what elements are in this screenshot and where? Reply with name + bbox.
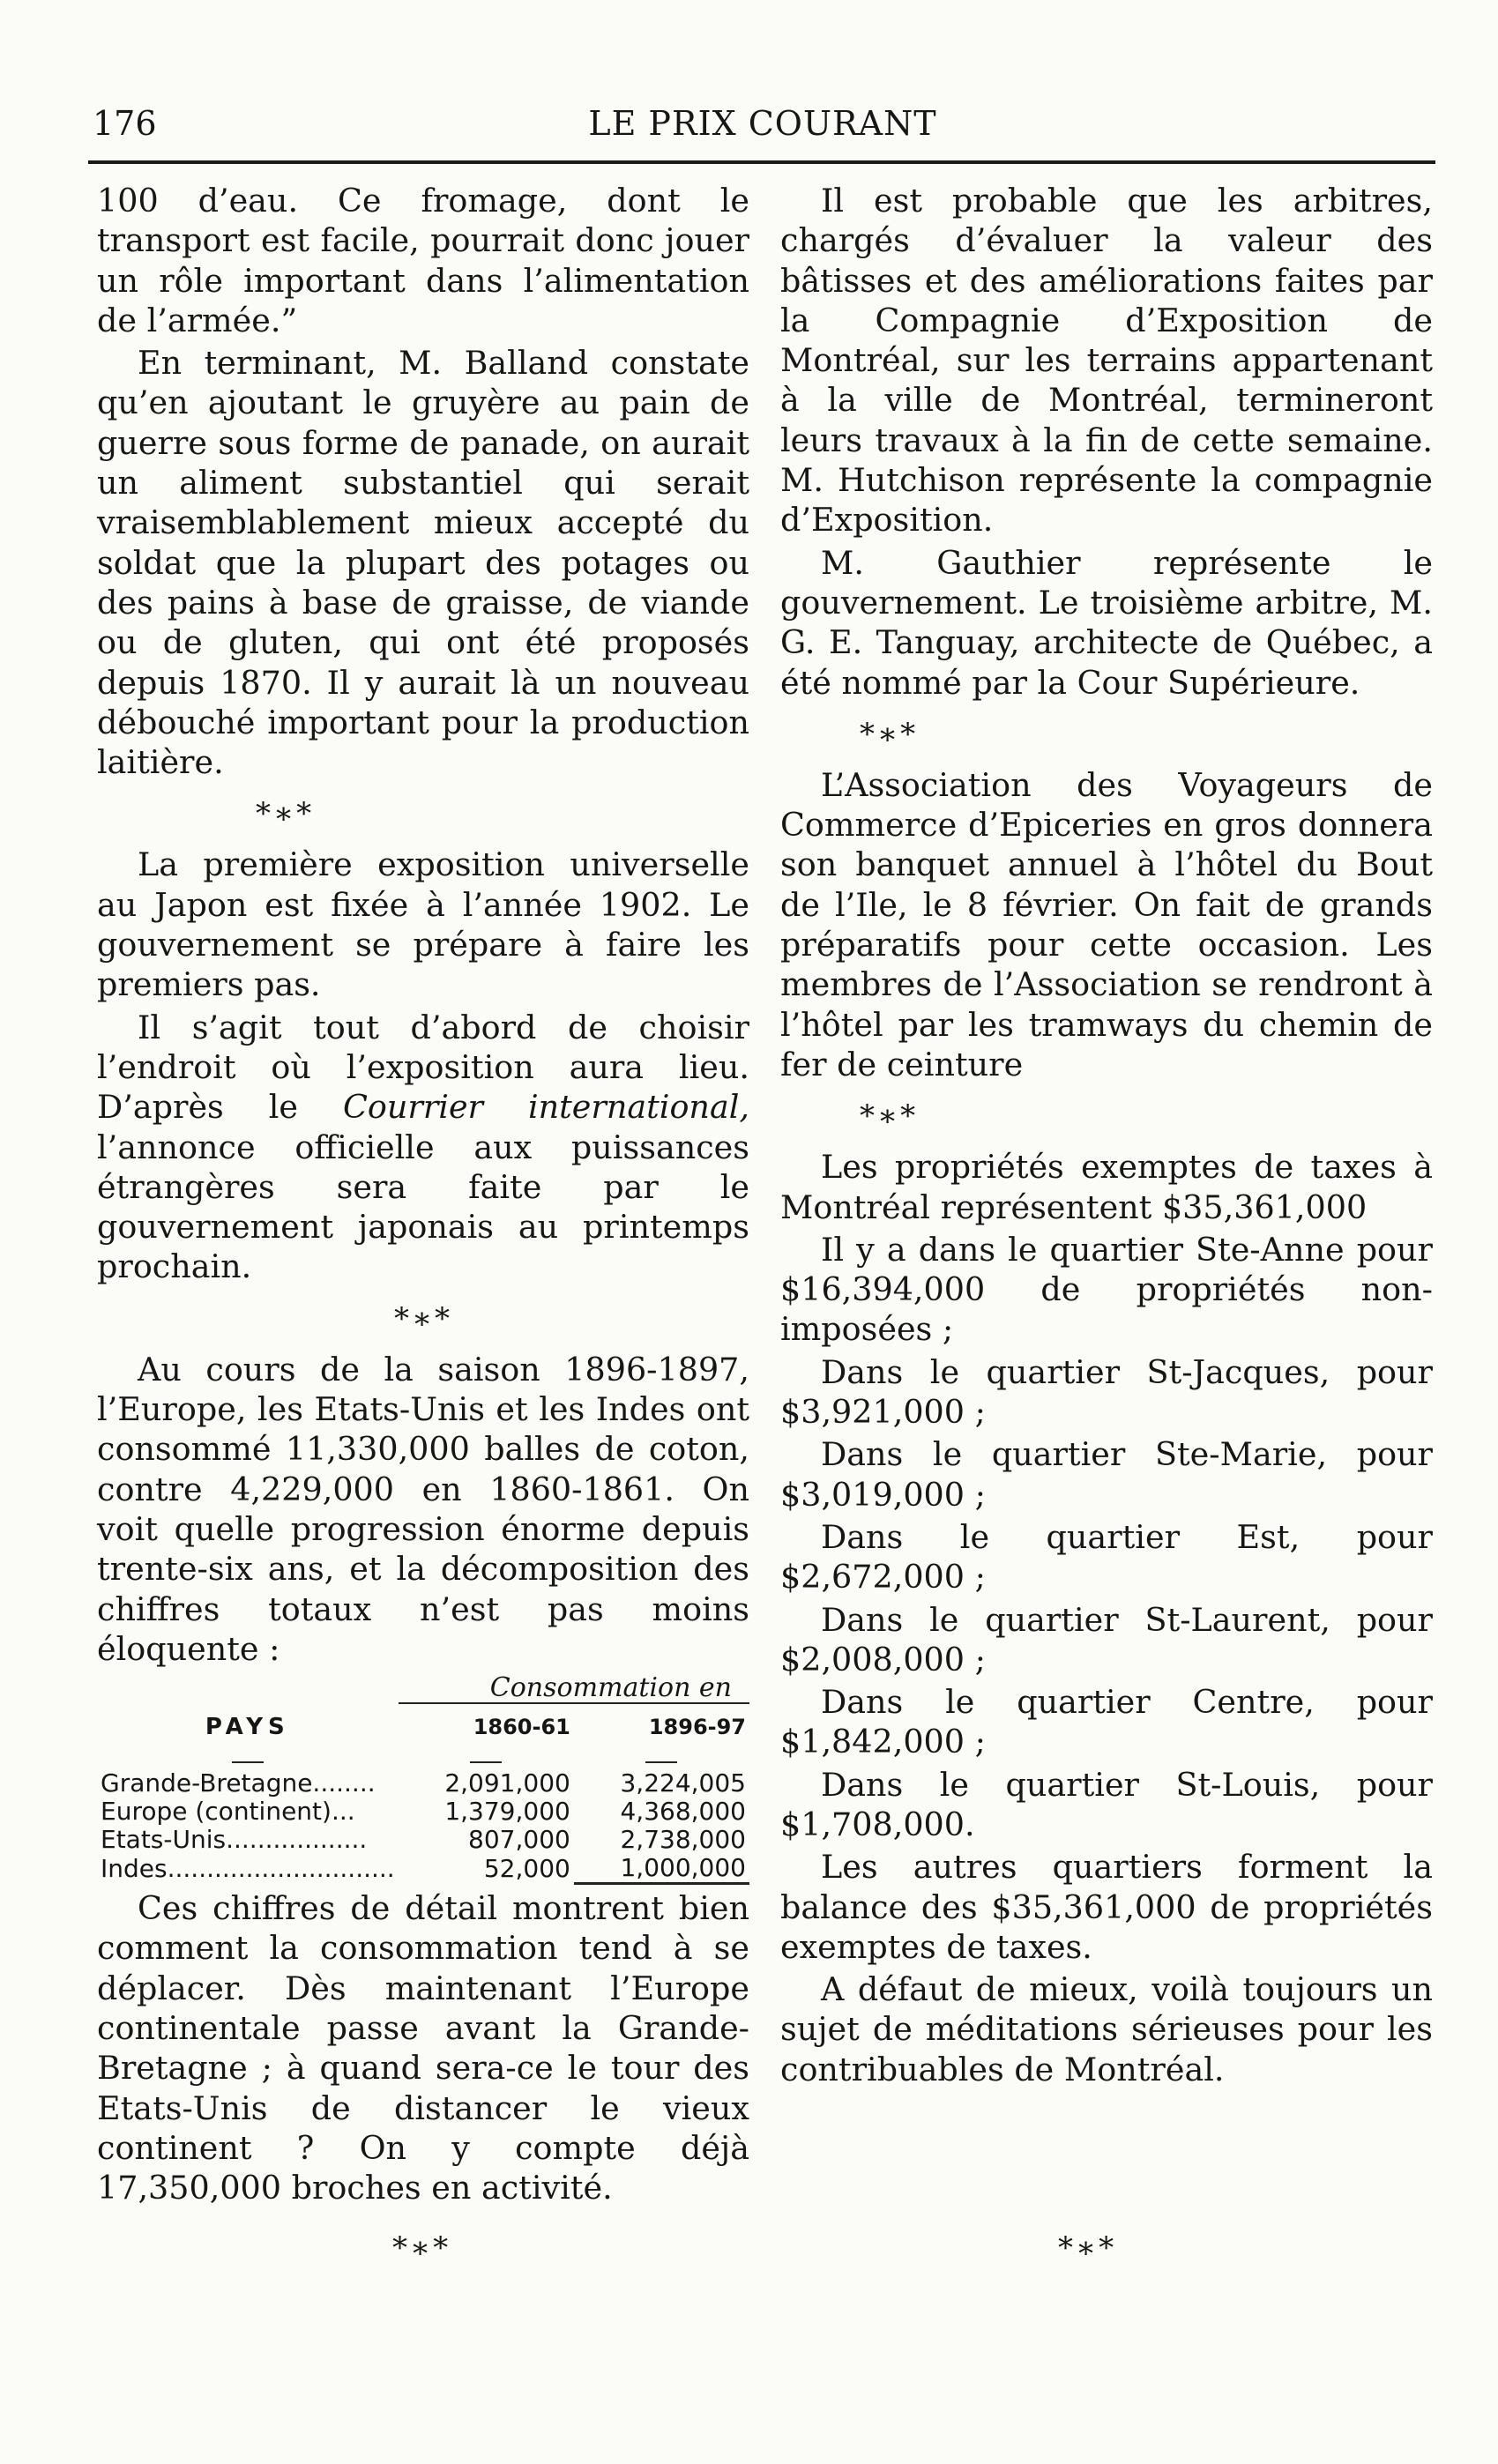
table-cell-1860: 2,091,000 <box>444 1768 570 1798</box>
table-cell-1896: 2,738,000 <box>620 1825 746 1855</box>
paragraph-right-12: Les autres quartiers forment la balance des $35,361,000 de propriétés exemptes de taxes. <box>780 1848 1433 1966</box>
right-column <box>780 181 1433 2092</box>
table-header-1860: 1860-61 <box>399 1703 574 1741</box>
table-row <box>97 1798 749 1826</box>
paragraph-left-2: En terminant, M. Balland constate qu’en ajoutant le gruyère au pain de guerre sous forme de panade, on aurait un aliment substantiel qui serait vraisemblablement mieux accepté du soldat que la plupart des potages ou des pains à base de graisse, de viande ou de gluten, qui ont été proposés depuis 1870. Il y aurait là un nouveau débouché important pour la production laitière. <box>97 344 749 782</box>
page-number: 176 <box>93 104 157 143</box>
table-cell-1860: 52,000 <box>483 1853 570 1883</box>
paragraph-right-9: Dans le quartier St-Laurent, pour $2,008,000 ; <box>780 1600 1433 1679</box>
table-header-1896: 1896-97 <box>574 1703 749 1741</box>
table-dash-row <box>97 1741 749 1769</box>
section-separator: *∗* <box>1058 2230 1117 2266</box>
paragraph-right-10: Dans le quartier Centre, pour $1,842,000 ; <box>780 1683 1433 1761</box>
paragraph-right-3: L’Association des Voyageurs de Commerce d’Epiceries en gros donnera son banquet annuel à l’hôtel du Bout de l’Ile, le 8 février. On fait de grands préparatifs pour cette occasion. Les membres de l’Association se rendront à l’hôtel par les tramways du chemin de fer de ceinture <box>780 765 1433 1083</box>
table-cell-1860: 807,000 <box>468 1825 570 1855</box>
paragraph-right-7: Dans le quartier Ste-Marie, pour $3,019,000 ; <box>780 1435 1433 1514</box>
table-cell-1860: 1,379,000 <box>444 1797 570 1827</box>
paragraph-right-5: Il y a dans le quartier Ste-Anne pour $16,394,000 de propriétés non-imposées ; <box>780 1230 1433 1349</box>
section-separator: *∗* <box>392 2230 451 2266</box>
paragraph-left-1: 100 d’eau. Ce fromage, dont le transport est facile, pourrait donc jouer un rôle important dans l’alimentation de l’armée.” <box>97 182 749 339</box>
paragraph-right-4: Les propriétés exemptes de taxes à Montréal représentent $35,361,000 <box>780 1148 1433 1226</box>
table-header-row <box>97 1703 749 1741</box>
header-rule <box>88 160 1435 164</box>
paragraph-left-3: La première exposition universelle au Japon est fixée à l’année 1902. Le gouvernement se prépare à faire les premiers pas. <box>97 845 749 1004</box>
paragraph-right-8: Dans le quartier Est, pour $2,672,000 ; <box>780 1517 1433 1597</box>
paragraph-left-4-b: l’annonce officielle aux puissances étrangères sera faite par le gouvernement japonais au printemps prochain. <box>97 1128 749 1286</box>
cotton-consumption-table <box>97 1674 749 1885</box>
section-separator: *∗* <box>860 716 919 752</box>
paragraph-right-2: M. Gauthier représente le gouvernement. Le troisième arbitre, M. G. E. Tanguay, architecte de Québec, a été nommé par la Cour Supérieure. <box>780 543 1433 702</box>
table-cell-country: Etats-Unis.................. <box>101 1825 368 1855</box>
running-title: LE PRIX COURANT <box>588 104 937 143</box>
table-group-header: Consommation en <box>489 1672 732 1704</box>
paragraph-left-6: Ces chiffres de détail montrent bien comment la consommation tend à se déplacer. Dès maintenant l’Europe continentale passe avant la Grande-Bretagne ; à quand sera-ce le tour des Etats-Unis de distancer le vieux continent ? On y compte déjà 17,350,000 broches en activité. <box>97 1889 749 2207</box>
newspaper-title: Courrier international, <box>342 1088 749 1127</box>
paragraph-right-1: Il est probable que les arbitres, chargés d’évaluer la valeur des bâtisses et des améliorations faites par la Compagnie d’Exposition de Montréal, sur les terrains appartenant à la ville de Montréal, termineront leurs travaux à la fin de cette semaine. M. Hutchison représente la compagnie d’Exposition. <box>780 182 1433 540</box>
table-cell-country: Indes............................. <box>101 1853 395 1883</box>
paragraph-right-13: A défaut de mieux, voilà toujours un sujet de méditations sérieuses pour les contribuables de Montréal. <box>780 1970 1433 2088</box>
section-separator: *∗* <box>860 1098 919 1135</box>
section-separator: *∗* <box>393 1300 453 1336</box>
table-cell-country: Europe (continent)... <box>101 1797 355 1827</box>
paragraph-right-11: Dans le quartier St-Louis, pour $1,708,000. <box>780 1765 1433 1843</box>
page-header <box>93 104 1433 157</box>
section-separator: *∗* <box>256 796 315 832</box>
paragraph-left-4-a: Il s’agit tout d’abord de choisir l’endroit où l’exposition aura lieu. D’après le <box>97 1008 749 1127</box>
table-row <box>97 1854 749 1884</box>
table-row <box>97 1826 749 1854</box>
table-row <box>97 1769 749 1798</box>
table-cell-1896: 4,368,000 <box>620 1797 746 1827</box>
paragraph-right-6: Dans le quartier St-Jacques, pour $3,921,000 ; <box>780 1352 1433 1432</box>
paragraph-left-4 <box>97 1008 749 1287</box>
table-cell-country: Grande-Bretagne........ <box>101 1768 376 1798</box>
left-column <box>97 181 749 2210</box>
table-group-header-row <box>97 1674 749 1703</box>
table-cell-1896: 1,000,000 <box>574 1854 749 1884</box>
table-header-country: PAYS <box>205 1713 290 1740</box>
table-cell-1896: 3,224,005 <box>620 1768 746 1798</box>
paragraph-left-5: Au cours de la saison 1896-1897, l’Europe, les Etats-Unis et les Indes ont consommé 11,330,000 balles de coton, contre 4,229,000 en 1860-1861. On voit quelle progression énorme depuis trente-six ans, et la décomposition des chiffres totaux n’est pas moins éloquente : <box>97 1350 749 1668</box>
